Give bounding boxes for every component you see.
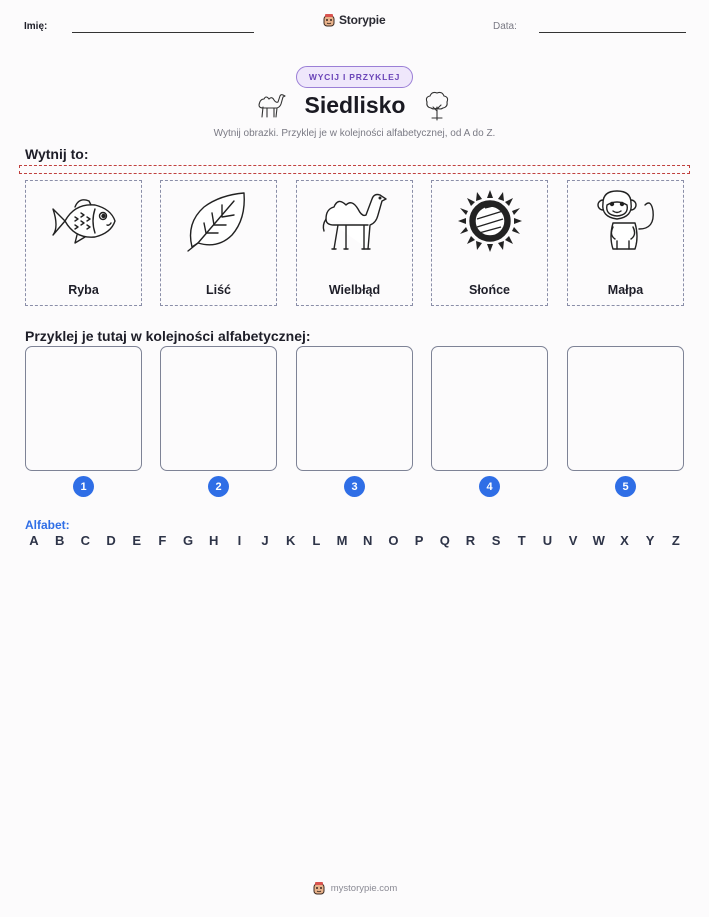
cut-card[interactable]: [431, 180, 548, 306]
brand-logo: [322, 13, 385, 27]
alphabet-letter: J: [261, 533, 269, 548]
cut-card-label: Wielbłąd: [328, 283, 381, 297]
slot-number: 2: [208, 476, 229, 497]
date-line: [539, 32, 686, 33]
cut-card[interactable]: [160, 180, 277, 306]
footer: [0, 881, 709, 895]
alphabet-letter: Z: [671, 533, 680, 548]
tree-icon: [423, 90, 451, 122]
alphabet-letter: E: [132, 533, 142, 548]
alphabet-letter: V: [568, 533, 578, 548]
storypie-logo-icon: [312, 881, 326, 895]
alphabet-letter: Q: [439, 533, 450, 548]
alphabet-letter: L: [312, 533, 321, 548]
alphabet-letter: I: [237, 533, 242, 548]
page-title: Siedlisko: [304, 92, 406, 118]
instruction-text: Wytnij obrazki. Przyklej je w kolejności alfabetycznej, od A do Z.: [213, 128, 496, 139]
alphabet-letter: U: [542, 533, 553, 548]
paste-slot[interactable]: [431, 346, 548, 471]
cut-card-label: Ryba: [68, 283, 99, 297]
alphabet-letter: W: [592, 533, 605, 548]
slot-number: 3: [344, 476, 365, 497]
alphabet-letter: P: [414, 533, 424, 548]
slot-number: 4: [479, 476, 500, 497]
paste-slot[interactable]: [296, 346, 413, 471]
alphabet-letter: F: [158, 533, 167, 548]
alphabet-letter: O: [388, 533, 399, 548]
paste-slot[interactable]: [25, 346, 142, 471]
camel-icon: [320, 189, 390, 253]
alphabet-letter: C: [80, 533, 91, 548]
cut-line: [19, 165, 690, 174]
alphabet-letter: Y: [645, 533, 655, 548]
leaf-icon: [184, 189, 254, 253]
name-line: [72, 32, 254, 33]
date-label: Data:: [493, 21, 517, 32]
alphabet-letter: H: [209, 533, 219, 548]
alphabet-letter: S: [491, 533, 501, 548]
cut-heading: Wytnij to:: [25, 146, 89, 162]
cut-card[interactable]: [567, 180, 684, 306]
cut-card-label: Liść: [205, 283, 231, 297]
alphabet-letter: N: [363, 533, 373, 548]
alphabet-letter: K: [286, 533, 296, 548]
camel-icon: [255, 91, 289, 121]
alphabet-letter: M: [336, 533, 348, 548]
name-label: Imię:: [24, 21, 48, 32]
alphabet-letter: B: [54, 533, 65, 548]
cut-card[interactable]: [296, 180, 413, 306]
alphabet-letter: T: [517, 533, 526, 548]
fish-icon: [49, 189, 119, 253]
paste-heading: Przyklej je tutaj w kolejności alfabetycznej:: [25, 328, 311, 344]
cut-card-label: Małpa: [607, 283, 644, 297]
paste-slot[interactable]: [160, 346, 277, 471]
alphabet-letter: A: [29, 533, 39, 548]
alphabet-letters: [24, 533, 686, 548]
slot-number: 5: [615, 476, 636, 497]
sun-icon: [455, 189, 525, 253]
alphabet-letter: G: [182, 533, 194, 548]
alphabet-title: Alfabet:: [25, 518, 70, 532]
storypie-logo-icon: [322, 13, 336, 27]
brand-name: Storypie: [339, 13, 386, 27]
monkey-icon: [591, 189, 661, 253]
cut-card[interactable]: [25, 180, 142, 306]
alphabet-letter: R: [465, 533, 476, 548]
alphabet-letter: D: [106, 533, 116, 548]
footer-url[interactable]: mystorypie.com: [330, 882, 398, 894]
slot-number: 1: [73, 476, 94, 497]
alphabet-letter: X: [620, 533, 629, 548]
activity-badge: WYCIJ I PRZYKLEJ: [296, 66, 413, 88]
paste-slot[interactable]: [567, 346, 684, 471]
cut-card-label: Słońce: [469, 283, 510, 297]
